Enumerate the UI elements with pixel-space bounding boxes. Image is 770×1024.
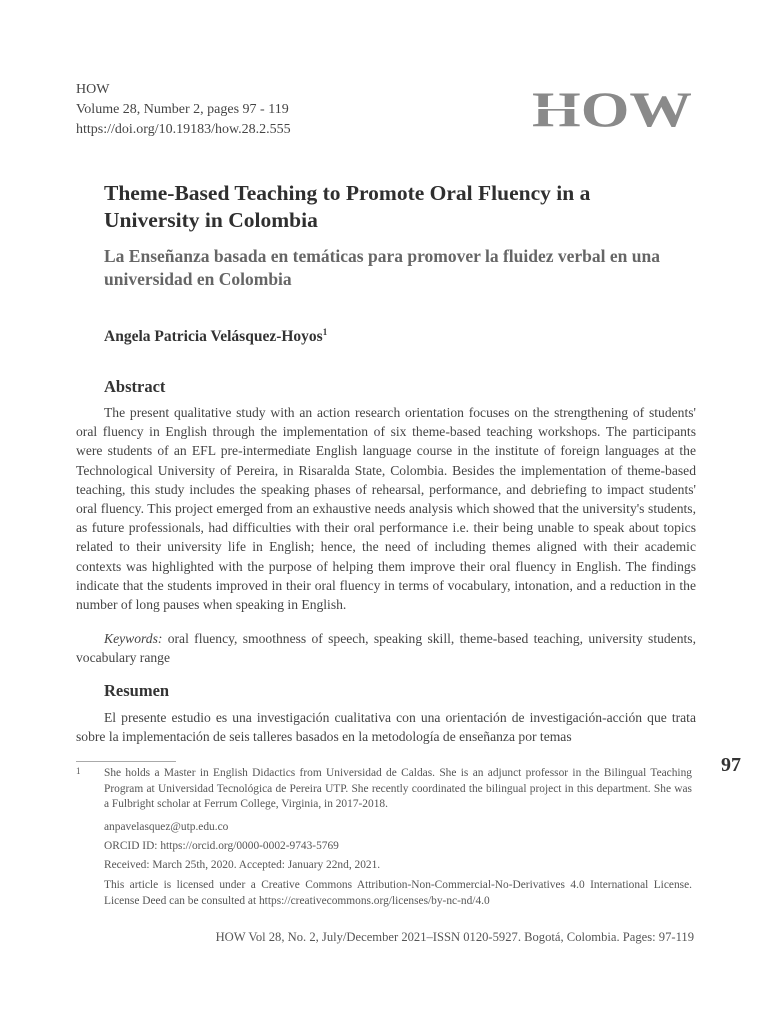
journal-meta (76, 80, 291, 140)
how-logo-text: HOW (532, 84, 692, 136)
footnote-author-bio: She holds a Master in English Didactics from Universidad de Caldas. She is an adjunct professor in the Bilingual Teaching Program at Universidad Tecnológica de Pereira UTP. She recently coordinated the bilingual project in this department. She was a Fulbright scholar at Ferrum College, Virginia, in 2017-2018. (104, 767, 692, 810)
resumen-heading: Resumen (104, 681, 170, 700)
author-footnote-marker: 1 (322, 327, 328, 337)
journal-volume: Volume 28, Number 2, pages 97 - 119 (76, 102, 289, 117)
article-title: Theme-Based Teaching to Promote Oral Fluency in a University in Colombia (104, 181, 591, 232)
keywords (76, 629, 696, 667)
footnote-email[interactable]: anpavelasquez@utp.edu.co (104, 821, 229, 833)
article-subtitle: La Enseñanza basada en temáticas para promover la fluidez verbal en una universidad en Colombia (104, 246, 660, 289)
abstract-text (76, 403, 696, 614)
author (104, 327, 327, 346)
page-number: 97 (721, 754, 741, 776)
running-footer: HOW Vol 28, No. 2, July/December 2021–ISSN 0120-5927. Bogotá, Colombia. Pages: 97-119 (215, 930, 694, 944)
journal-name: HOW (76, 82, 110, 97)
keywords-label: Keywords: (104, 631, 163, 646)
author-name: Angela Patricia Velásquez-Hoyos (104, 328, 323, 346)
footnote-orcid[interactable]: ORCID ID: https://orcid.org/0000-0002-9743-5769 (104, 840, 339, 852)
footnote-dates: Received: March 25th, 2020. Accepted: January 22nd, 2021. (104, 859, 381, 871)
footnote-license: This article is licensed under a Creative Commons Attribution-Non-Commercial-No-Derivatives 4.0 International License. License Deed can be consulted at https://creativecommons.org/licenses/by-nc-nd/4.0 (104, 879, 692, 907)
how-logo (532, 84, 692, 136)
abstract-paragraph: The present qualitative study with an action research orientation focuses on the strengthening of students' oral fluency in English through the implementation of six theme-based teaching workshops. The participants were students of an EFL pre-intermediate English language course in the institute of foreign languages at the Technological University of Pereira, in Risaralda State, Colombia. Besides the implementation of theme-based teaching, this study includes the speaking phases of rehearsal, performance, and debriefing to impact students' oral fluency. This project emerged from an exhaustive needs analysis which showed that the university's students, as future professionals, had difficulties with their oral performance i.e. their being unable to speak about topics related to their university life in English; hence, the need of including themes aligned with their academic contexts was highlighted with the purpose of helping them improve their oral fluency in English. The findings indicate that the students improved in their oral fluency in terms of vocabulary, intonation, and a reduction in the number of long pauses when speaking in English. (76, 405, 696, 613)
resumen-text (76, 708, 696, 746)
footnote-marker: 1 (76, 766, 81, 776)
journal-doi[interactable]: https://doi.org/10.19183/how.28.2.555 (76, 122, 291, 137)
footnote-divider (76, 761, 176, 762)
abstract-heading: Abstract (104, 377, 166, 396)
keywords-list: oral fluency, smoothness of speech, speaking skill, theme-based teaching, university students, vocabulary range (76, 631, 696, 666)
resumen-paragraph: El presente estudio es una investigación cualitativa con una orientación de investigación-acción que trata sobre la implementación de seis talleres basados en la metodología de enseñanza por temas (76, 710, 696, 745)
